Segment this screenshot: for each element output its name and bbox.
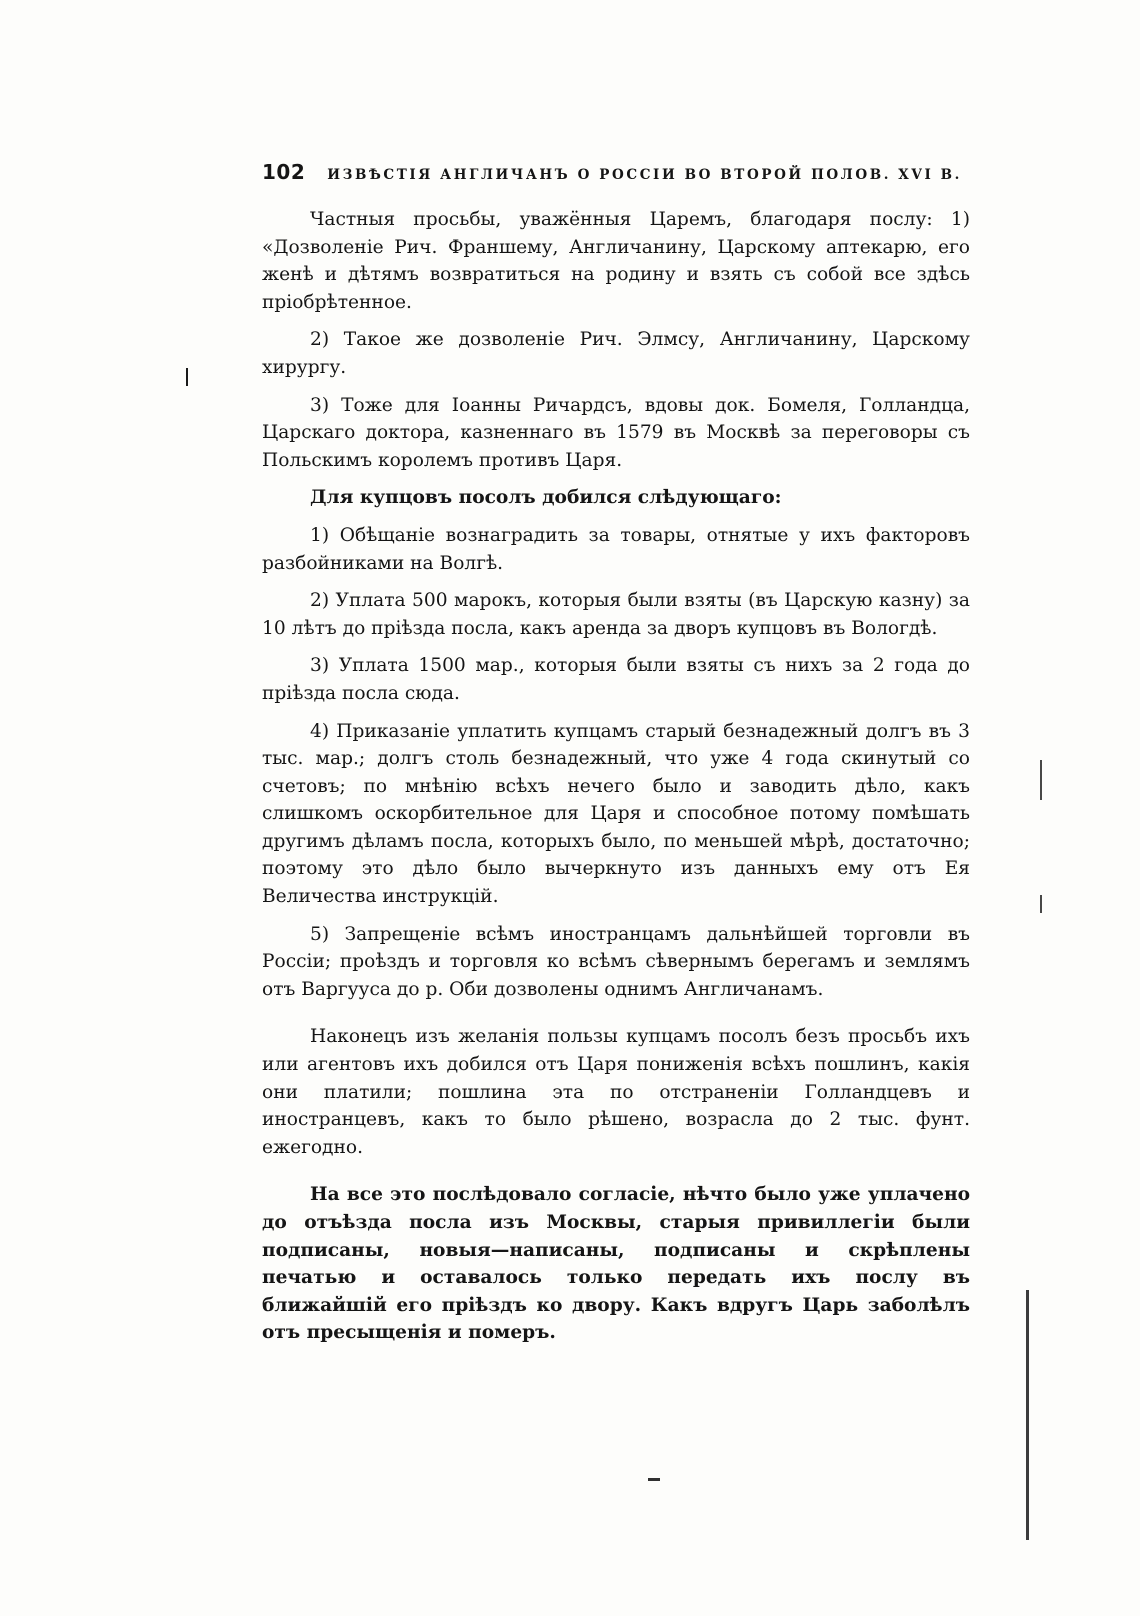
scan-mark-bottom xyxy=(648,1478,660,1481)
running-head: ИЗВѢСТІЯ АНГЛИЧАНЪ О РОССІИ ВО ВТОРОЙ ПОЛОВ. XVI В. xyxy=(327,167,962,183)
paragraph-merchants-3: 3) Уплата 1500 мар., которыя были взяты съ нихъ за 2 года до пріѣзда посла сюда. xyxy=(262,655,970,704)
scan-mark-right-lower xyxy=(1040,895,1042,913)
page-header xyxy=(262,160,962,194)
paragraph-merchants-4: 4) Приказаніе уплатить купцамъ старый безнадежный долгъ въ 3 тыс. мар.; долгъ столь безнадежный, что уже 4 года скинутый со счетовъ; по мнѣнію всѣхъ нечего было и заводить дѣло, какъ слишкомъ оскорбительное для Царя и способное потому помѣшать другимъ дѣламъ посла, которыхъ было, по меньшей мѣрѣ, достаточно; поэтому это дѣло было вычеркнуто изъ данныхъ ему отъ Ея Величества инструкцій. xyxy=(262,720,970,908)
paragraph-item-3: 3) Тоже для Іоанны Ричардсъ, вдовы док. Бомеля, Голландца, Царскаго доктора, казненнаго въ 1579 въ Москвѣ за переговоры съ Польскимъ королемъ противъ Царя. xyxy=(262,394,970,471)
paragraph-conclusion: На все это послѣдовало согласіе, нѣчто было уже уплачено до отъѣзда посла изъ Москвы, старыя привиллегіи были подписаны, новыя—написаны, подписаны и скрѣплены печатью и оставалось только передать ихъ послу въ ближайшій его пріѣздъ ко двору. Какъ вдругъ Царь заболѣлъ отъ пресыщенія и померъ. xyxy=(262,1184,970,1344)
paragraph-merchants-1: 1) Обѣщаніе вознаградить за товары, отнятые у ихъ факторовъ разбойниками на Волгѣ. xyxy=(262,524,970,574)
paragraph-merchants-heading: Для купцовъ посолъ добился слѣдующаго: xyxy=(310,487,782,509)
paragraph-duties: Наконецъ изъ желанія пользы купцамъ посолъ безъ просьбъ ихъ или агентовъ ихъ добился отъ Царя пониженія всѣхъ пошлинъ, какія они платили; пошлина эта по отстраненіи Голландцевъ и иностранцевъ, какъ то было рѣшено, возрасла до 2 тыс. фунт. ежегодно. xyxy=(262,1026,970,1158)
scan-mark-left xyxy=(186,368,188,386)
paragraph-item-2: 2) Такое же дозволеніе Рич. Элмсу, Англичанину, Царскому хирургу. xyxy=(262,329,970,378)
paragraph-petitions: Частныя просьбы, уважённыя Царемъ, благодаря послу: 1) «Дозволеніе Рич. Франшему, Англичанину, Царскому аптекарю, его женѣ и дѣтямъ возвратиться на родину и взять съ собой все здѣсь пріобрѣтенное. xyxy=(262,209,970,313)
page-number: 102 xyxy=(262,160,306,184)
paragraph-merchants-5: 5) Запрещеніе всѣмъ иностранцамъ дальнѣйшей торговли въ Россіи; проѣздъ и торговля ко всѣмъ сѣвернымъ берегамъ и землямъ отъ Варгууса до р. Оби дозволены однимъ Англичанамъ. xyxy=(262,923,970,1000)
scan-edge-right xyxy=(1026,1290,1029,1540)
body-text xyxy=(262,206,970,1357)
paragraph-merchants-2: 2) Уплата 500 марокъ, которыя были взяты (въ Царскую казну) за 10 лѣтъ до пріѣзда посла, какъ аренда за дворъ купцовъ въ Вологдѣ. xyxy=(262,590,970,639)
scan-mark-right-upper xyxy=(1040,760,1042,800)
